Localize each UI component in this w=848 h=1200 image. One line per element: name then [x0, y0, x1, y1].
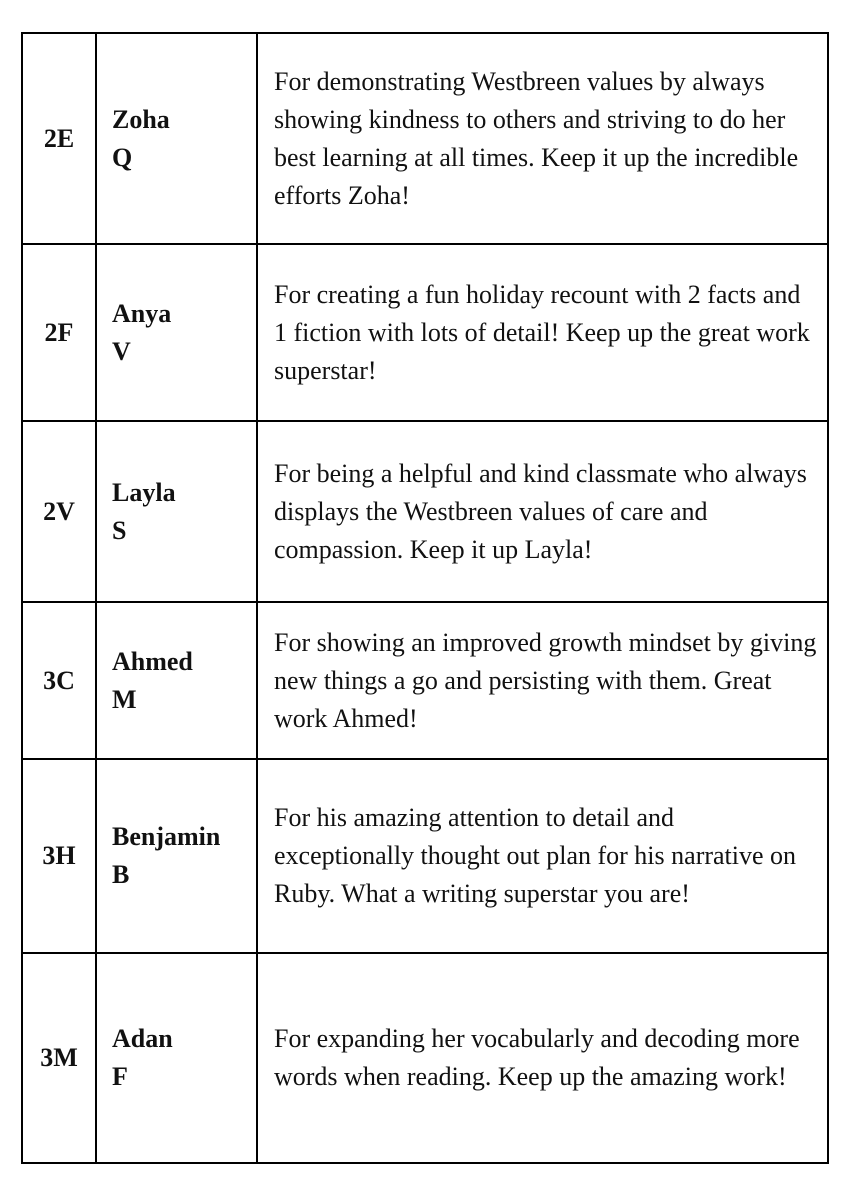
student-initial: Q [112, 142, 133, 172]
student-first-name: Anya [112, 298, 172, 328]
student-initial: B [112, 860, 130, 889]
student-initial: V [112, 336, 131, 366]
student-initial: F [112, 1062, 128, 1091]
award-description: For being a helpful and kind classmate who always displays the Westbreen values of care and compassion. Keep it up Layla! [257, 421, 828, 602]
student-first-name: Ahmed [112, 646, 193, 676]
class-cell: 2E [22, 33, 96, 244]
award-description: For expanding her vocabularly and decoding more words when reading. Keep up the amazing work! [257, 953, 828, 1163]
class-cell: 3H [22, 759, 96, 953]
student-first-name: Zoha [112, 104, 170, 134]
award-description: For his amazing attention to detail and exceptionally thought out plan for his narrative on Ruby. What a writing superstar you are! [257, 759, 828, 953]
student-initial: S [112, 515, 127, 545]
award-description: For demonstrating Westbreen values by always showing kindness to others and striving to do her best learning at all times. Keep it up the incredible efforts Zoha! [257, 33, 828, 244]
table-row [22, 602, 828, 759]
student-name-cell [96, 33, 257, 244]
award-description: For showing an improved growth mindset by giving new things a go and persisting with them. Great work Ahmed! [257, 602, 828, 759]
student-first-name: Benjamin [112, 822, 221, 851]
student-initial: M [112, 684, 137, 714]
table-row [22, 953, 828, 1163]
table-row [22, 421, 828, 602]
class-cell: 3C [22, 602, 96, 759]
class-cell: 3M [22, 953, 96, 1163]
student-name-cell [96, 421, 257, 602]
student-name-cell [96, 602, 257, 759]
student-name-cell [96, 244, 257, 421]
class-cell: 2V [22, 421, 96, 602]
student-name-cell [96, 953, 257, 1163]
student-first-name: Layla [112, 477, 176, 507]
class-cell: 2F [22, 244, 96, 421]
award-description: For creating a fun holiday recount with 2 facts and 1 fiction with lots of detail! Keep up the great work superstar! [257, 244, 828, 421]
table-row [22, 33, 828, 244]
student-first-name: Adan [112, 1024, 173, 1053]
awards-table [21, 32, 829, 1164]
table-row [22, 244, 828, 421]
student-name-cell [96, 759, 257, 953]
table-row [22, 759, 828, 953]
